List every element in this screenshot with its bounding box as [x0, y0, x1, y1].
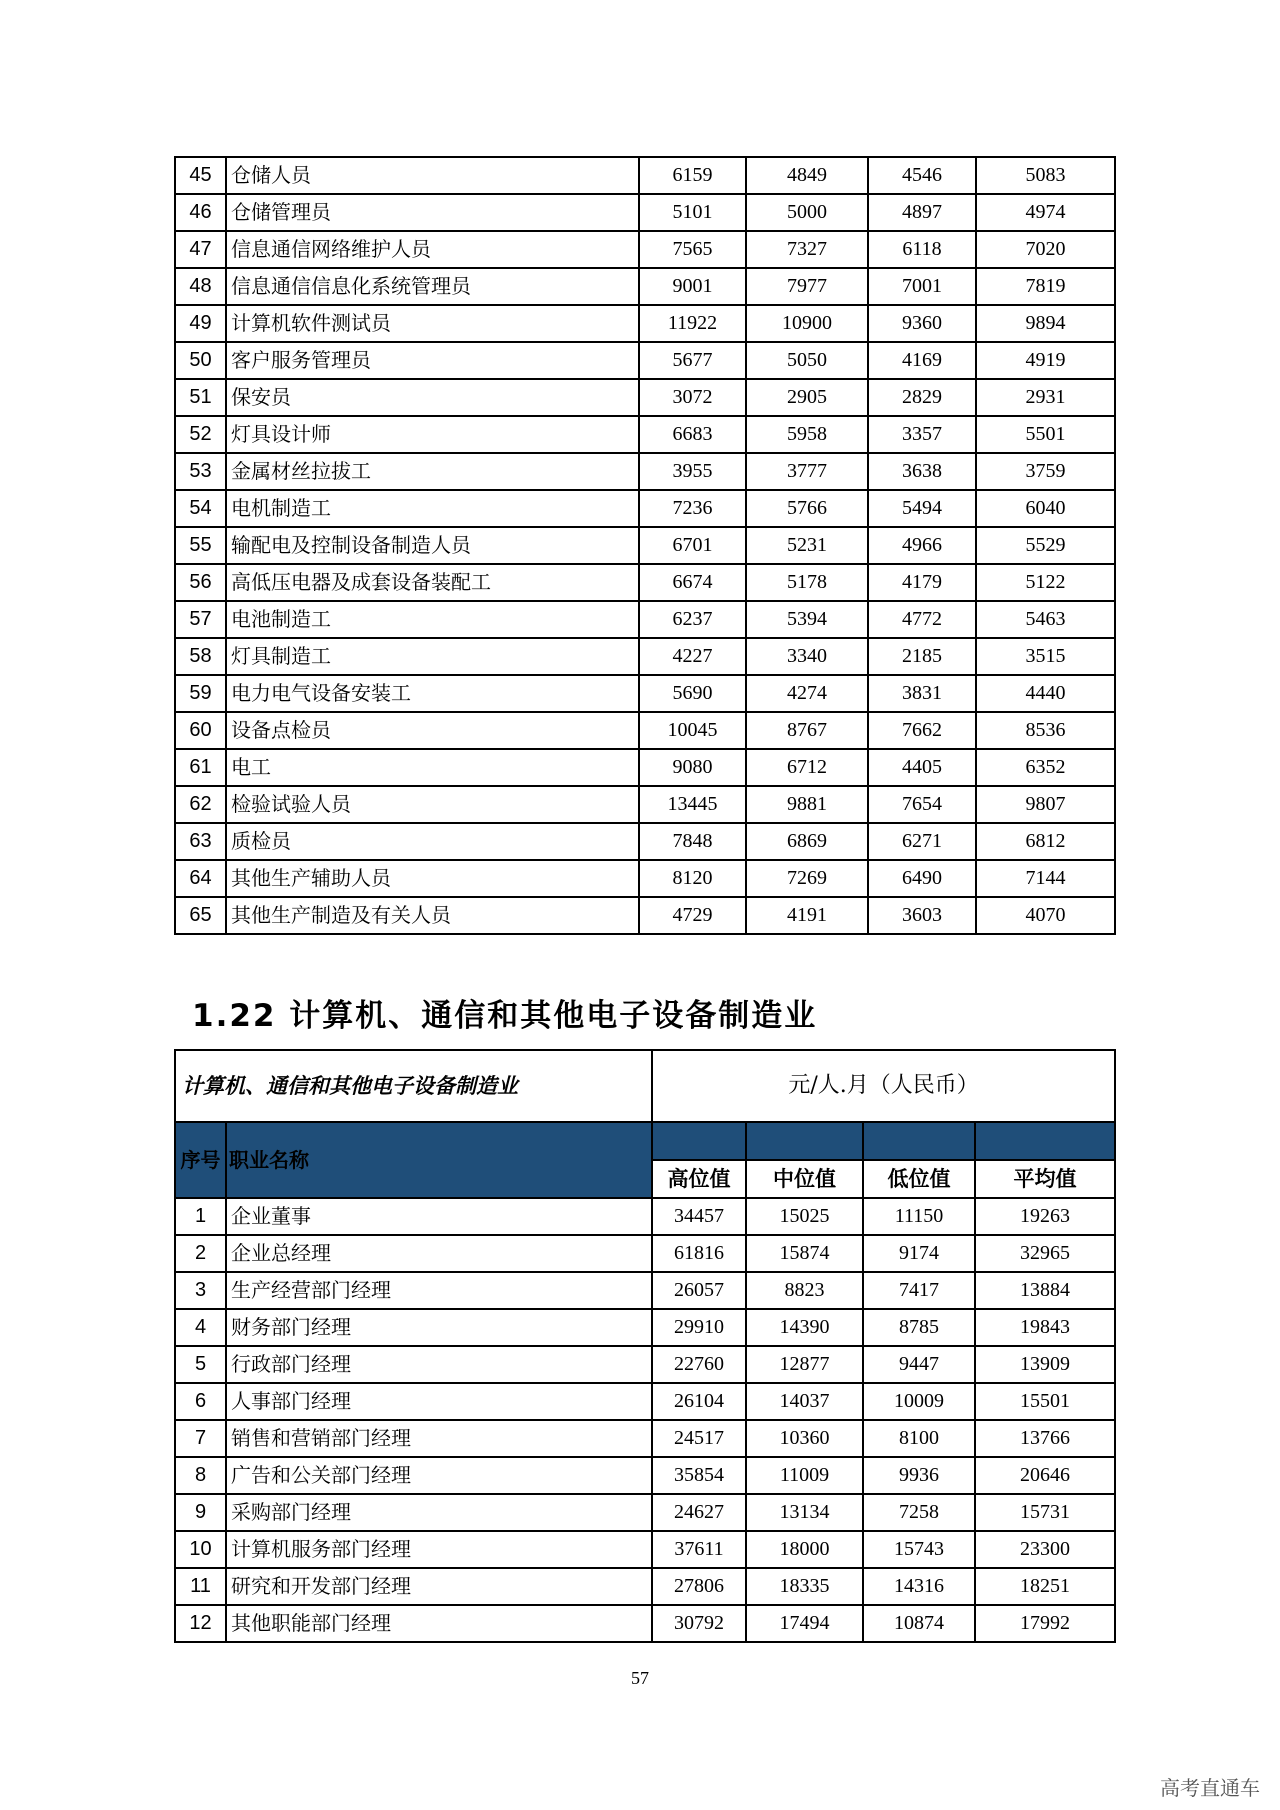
low-value: 4772	[868, 601, 976, 638]
high-value: 30792	[652, 1605, 746, 1642]
row-number: 48	[175, 268, 226, 305]
table-row	[175, 712, 1115, 749]
row-number: 1	[175, 1198, 226, 1235]
average-value: 4070	[976, 897, 1115, 934]
average-value: 20646	[975, 1457, 1115, 1494]
median-value: 13134	[746, 1494, 863, 1531]
table-row	[175, 1531, 1115, 1568]
high-value: 7236	[639, 490, 746, 527]
row-number: 61	[175, 749, 226, 786]
table-row	[175, 231, 1115, 268]
high-value: 3955	[639, 453, 746, 490]
row-number: 54	[175, 490, 226, 527]
average-value: 19843	[975, 1309, 1115, 1346]
row-number: 65	[175, 897, 226, 934]
table-row	[175, 675, 1115, 712]
median-value: 15874	[746, 1235, 863, 1272]
occupation-name: 保安员	[226, 379, 639, 416]
low-value: 9174	[863, 1235, 975, 1272]
average-value: 5529	[976, 527, 1115, 564]
table-row	[175, 194, 1115, 231]
occupation-name: 高低压电器及成套设备装配工	[226, 564, 639, 601]
low-value: 4169	[868, 342, 976, 379]
high-value: 27806	[652, 1568, 746, 1605]
row-number: 9	[175, 1494, 226, 1531]
row-number: 46	[175, 194, 226, 231]
high-value: 61816	[652, 1235, 746, 1272]
low-value: 4405	[868, 749, 976, 786]
table-row	[175, 897, 1115, 934]
table-row	[175, 490, 1115, 527]
column-header-mid: 中位值	[746, 1160, 863, 1198]
average-value: 2931	[976, 379, 1115, 416]
occupation-name: 信息通信信息化系统管理员	[226, 268, 639, 305]
row-number: 63	[175, 823, 226, 860]
occupation-name: 仓储人员	[226, 157, 639, 194]
row-number: 7	[175, 1420, 226, 1457]
table-row	[175, 157, 1115, 194]
average-value: 18251	[975, 1568, 1115, 1605]
column-header-high: 高位值	[652, 1160, 746, 1198]
occupation-name: 财务部门经理	[226, 1309, 652, 1346]
row-number: 47	[175, 231, 226, 268]
occupation-name: 企业总经理	[226, 1235, 652, 1272]
occupation-name: 电池制造工	[226, 601, 639, 638]
average-value: 19263	[975, 1198, 1115, 1235]
high-value: 37611	[652, 1531, 746, 1568]
occupation-name: 质检员	[226, 823, 639, 860]
median-value: 10360	[746, 1420, 863, 1457]
high-value: 7565	[639, 231, 746, 268]
section-title: 1.22 计算机、通信和其他电子设备制造业	[192, 998, 818, 1034]
high-value: 4729	[639, 897, 746, 934]
average-value: 15501	[975, 1383, 1115, 1420]
low-value: 2829	[868, 379, 976, 416]
high-value: 9001	[639, 268, 746, 305]
occupation-name: 仓储管理员	[226, 194, 639, 231]
header-band	[746, 1122, 863, 1160]
high-value: 8120	[639, 860, 746, 897]
high-value: 11922	[639, 305, 746, 342]
high-value: 7848	[639, 823, 746, 860]
average-value: 13766	[975, 1420, 1115, 1457]
column-header-name: 职业名称	[226, 1122, 652, 1198]
median-value: 9881	[746, 786, 868, 823]
low-value: 2185	[868, 638, 976, 675]
column-header-avg: 平均值	[975, 1160, 1115, 1198]
salary-table-continued	[174, 156, 1116, 935]
median-value: 6869	[746, 823, 868, 860]
median-value: 5231	[746, 527, 868, 564]
table-row	[175, 1568, 1115, 1605]
table-row	[175, 564, 1115, 601]
occupation-name: 检验试验人员	[226, 786, 639, 823]
row-number: 4	[175, 1309, 226, 1346]
table-row	[175, 786, 1115, 823]
occupation-name: 客户服务管理员	[226, 342, 639, 379]
median-value: 5958	[746, 416, 868, 453]
low-value: 7662	[868, 712, 976, 749]
unit-cell: 元/人.月（人民币）	[652, 1050, 1115, 1122]
low-value: 4897	[868, 194, 976, 231]
low-value: 7258	[863, 1494, 975, 1531]
high-value: 29910	[652, 1309, 746, 1346]
table-row	[175, 342, 1115, 379]
table-row	[175, 749, 1115, 786]
row-number: 6	[175, 1383, 226, 1420]
median-value: 18335	[746, 1568, 863, 1605]
occupation-name: 生产经营部门经理	[226, 1272, 652, 1309]
row-number: 50	[175, 342, 226, 379]
row-number: 52	[175, 416, 226, 453]
row-number: 55	[175, 527, 226, 564]
row-number: 56	[175, 564, 226, 601]
median-value: 5178	[746, 564, 868, 601]
average-value: 8536	[976, 712, 1115, 749]
column-header-low: 低位值	[863, 1160, 975, 1198]
average-value: 5122	[976, 564, 1115, 601]
median-value: 3340	[746, 638, 868, 675]
average-value: 17992	[975, 1605, 1115, 1642]
average-value: 4440	[976, 675, 1115, 712]
median-value: 5766	[746, 490, 868, 527]
table-row	[175, 416, 1115, 453]
table-row	[175, 1383, 1115, 1420]
low-value: 3638	[868, 453, 976, 490]
table-row	[175, 1605, 1115, 1642]
low-value: 7654	[868, 786, 976, 823]
row-number: 2	[175, 1235, 226, 1272]
header-band	[863, 1122, 975, 1160]
median-value: 10900	[746, 305, 868, 342]
high-value: 6683	[639, 416, 746, 453]
occupation-name: 灯具制造工	[226, 638, 639, 675]
average-value: 7819	[976, 268, 1115, 305]
row-number: 62	[175, 786, 226, 823]
occupation-name: 电机制造工	[226, 490, 639, 527]
low-value: 6490	[868, 860, 976, 897]
low-value: 7001	[868, 268, 976, 305]
table-row	[175, 823, 1115, 860]
row-number: 49	[175, 305, 226, 342]
table-row	[175, 638, 1115, 675]
low-value: 4179	[868, 564, 976, 601]
low-value: 3603	[868, 897, 976, 934]
low-value: 5494	[868, 490, 976, 527]
median-value: 11009	[746, 1457, 863, 1494]
table-row	[175, 379, 1115, 416]
average-value: 6352	[976, 749, 1115, 786]
median-value: 18000	[746, 1531, 863, 1568]
low-value: 10874	[863, 1605, 975, 1642]
row-number: 3	[175, 1272, 226, 1309]
salary-table-electronics	[174, 1049, 1116, 1643]
median-value: 14037	[746, 1383, 863, 1420]
low-value: 14316	[863, 1568, 975, 1605]
table-row	[175, 453, 1115, 490]
occupation-name: 计算机服务部门经理	[226, 1531, 652, 1568]
low-value: 11150	[863, 1198, 975, 1235]
high-value: 3072	[639, 379, 746, 416]
table-row	[175, 1272, 1115, 1309]
occupation-name: 设备点检员	[226, 712, 639, 749]
high-value: 13445	[639, 786, 746, 823]
table-row	[175, 860, 1115, 897]
average-value: 5501	[976, 416, 1115, 453]
high-value: 6674	[639, 564, 746, 601]
high-value: 6159	[639, 157, 746, 194]
average-value: 13884	[975, 1272, 1115, 1309]
low-value: 9447	[863, 1346, 975, 1383]
occupation-name: 行政部门经理	[226, 1346, 652, 1383]
average-value: 3515	[976, 638, 1115, 675]
low-value: 4546	[868, 157, 976, 194]
table-row	[175, 1309, 1115, 1346]
average-value: 7144	[976, 860, 1115, 897]
median-value: 7269	[746, 860, 868, 897]
row-number: 10	[175, 1531, 226, 1568]
high-value: 22760	[652, 1346, 746, 1383]
high-value: 6237	[639, 601, 746, 638]
occupation-name: 销售和营销部门经理	[226, 1420, 652, 1457]
table-row	[175, 1346, 1115, 1383]
average-value: 4919	[976, 342, 1115, 379]
high-value: 6701	[639, 527, 746, 564]
average-value: 3759	[976, 453, 1115, 490]
occupation-name: 电力电气设备安装工	[226, 675, 639, 712]
median-value: 8823	[746, 1272, 863, 1309]
occupation-name: 广告和公关部门经理	[226, 1457, 652, 1494]
median-value: 4191	[746, 897, 868, 934]
average-value: 9807	[976, 786, 1115, 823]
average-value: 5463	[976, 601, 1115, 638]
median-value: 12877	[746, 1346, 863, 1383]
average-value: 6040	[976, 490, 1115, 527]
occupation-name: 企业董事	[226, 1198, 652, 1235]
row-number: 58	[175, 638, 226, 675]
table-row	[175, 527, 1115, 564]
average-value: 32965	[975, 1235, 1115, 1272]
table-row	[175, 1494, 1115, 1531]
median-value: 17494	[746, 1605, 863, 1642]
median-value: 15025	[746, 1198, 863, 1235]
low-value: 9360	[868, 305, 976, 342]
row-number: 59	[175, 675, 226, 712]
row-number: 45	[175, 157, 226, 194]
high-value: 5690	[639, 675, 746, 712]
table-row	[175, 601, 1115, 638]
high-value: 5101	[639, 194, 746, 231]
row-number: 51	[175, 379, 226, 416]
page-number: 57	[631, 1668, 649, 1688]
high-value: 4227	[639, 638, 746, 675]
occupation-name: 其他生产制造及有关人员	[226, 897, 639, 934]
occupation-name: 电工	[226, 749, 639, 786]
average-value: 15731	[975, 1494, 1115, 1531]
average-value: 4974	[976, 194, 1115, 231]
table-row	[175, 1198, 1115, 1235]
average-value: 9894	[976, 305, 1115, 342]
row-number: 60	[175, 712, 226, 749]
low-value: 8100	[863, 1420, 975, 1457]
row-number: 57	[175, 601, 226, 638]
industry-name-cell: 计算机、通信和其他电子设备制造业	[175, 1050, 652, 1122]
low-value: 15743	[863, 1531, 975, 1568]
median-value: 14390	[746, 1309, 863, 1346]
low-value: 10009	[863, 1383, 975, 1420]
occupation-name: 人事部门经理	[226, 1383, 652, 1420]
high-value: 5677	[639, 342, 746, 379]
occupation-name: 其他职能部门经理	[226, 1605, 652, 1642]
header-band	[975, 1122, 1115, 1160]
watermark: 高考直通车	[1160, 1776, 1260, 1800]
header-band	[652, 1122, 746, 1160]
row-number: 11	[175, 1568, 226, 1605]
average-value: 23300	[975, 1531, 1115, 1568]
occupation-name: 采购部门经理	[226, 1494, 652, 1531]
median-value: 4274	[746, 675, 868, 712]
high-value: 35854	[652, 1457, 746, 1494]
median-value: 7977	[746, 268, 868, 305]
occupation-name: 金属材丝拉拔工	[226, 453, 639, 490]
row-number: 8	[175, 1457, 226, 1494]
occupation-name: 计算机软件测试员	[226, 305, 639, 342]
high-value: 9080	[639, 749, 746, 786]
row-number: 12	[175, 1605, 226, 1642]
average-value: 5083	[976, 157, 1115, 194]
median-value: 4849	[746, 157, 868, 194]
high-value: 26057	[652, 1272, 746, 1309]
low-value: 3831	[868, 675, 976, 712]
median-value: 6712	[746, 749, 868, 786]
table-row	[175, 1420, 1115, 1457]
median-value: 7327	[746, 231, 868, 268]
row-number: 64	[175, 860, 226, 897]
occupation-name: 其他生产辅助人员	[226, 860, 639, 897]
median-value: 8767	[746, 712, 868, 749]
low-value: 3357	[868, 416, 976, 453]
row-number: 5	[175, 1346, 226, 1383]
table-row	[175, 1457, 1115, 1494]
average-value: 13909	[975, 1346, 1115, 1383]
occupation-name: 研究和开发部门经理	[226, 1568, 652, 1605]
row-number: 53	[175, 453, 226, 490]
occupation-name: 信息通信网络维护人员	[226, 231, 639, 268]
high-value: 10045	[639, 712, 746, 749]
high-value: 24627	[652, 1494, 746, 1531]
median-value: 5394	[746, 601, 868, 638]
median-value: 2905	[746, 379, 868, 416]
high-value: 34457	[652, 1198, 746, 1235]
column-header-no: 序号	[175, 1122, 226, 1198]
table-row	[175, 268, 1115, 305]
median-value: 3777	[746, 453, 868, 490]
low-value: 6118	[868, 231, 976, 268]
table-row	[175, 1235, 1115, 1272]
median-value: 5000	[746, 194, 868, 231]
high-value: 24517	[652, 1420, 746, 1457]
average-value: 7020	[976, 231, 1115, 268]
table-row	[175, 305, 1115, 342]
low-value: 8785	[863, 1309, 975, 1346]
low-value: 9936	[863, 1457, 975, 1494]
average-value: 6812	[976, 823, 1115, 860]
occupation-name: 灯具设计师	[226, 416, 639, 453]
low-value: 7417	[863, 1272, 975, 1309]
low-value: 4966	[868, 527, 976, 564]
low-value: 6271	[868, 823, 976, 860]
median-value: 5050	[746, 342, 868, 379]
occupation-name: 输配电及控制设备制造人员	[226, 527, 639, 564]
high-value: 26104	[652, 1383, 746, 1420]
